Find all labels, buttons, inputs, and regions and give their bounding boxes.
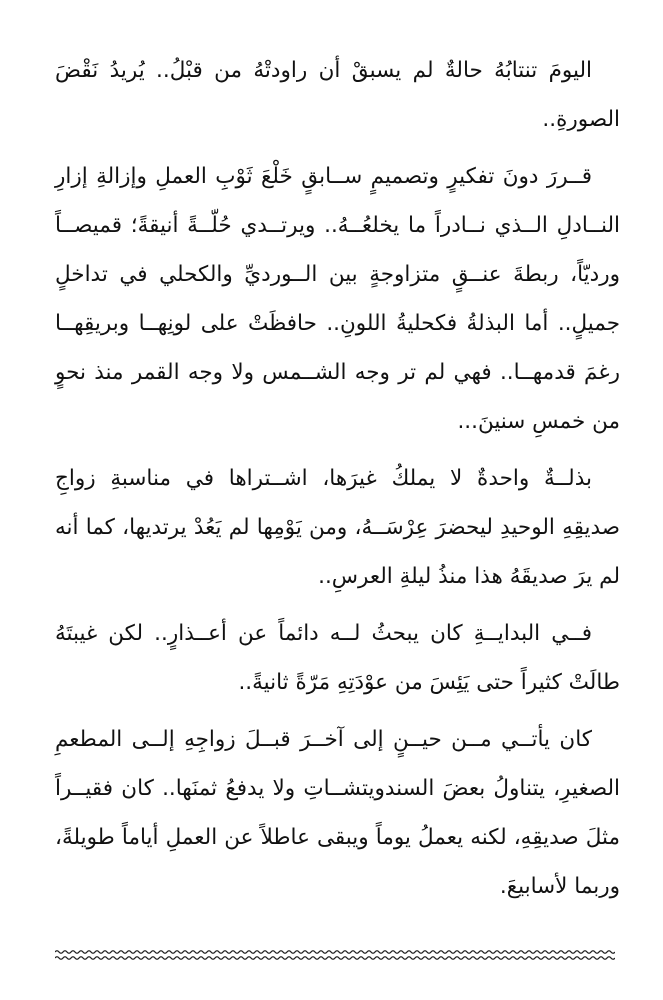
paragraph-1: اليومَ تنتابُهُ حالةٌ لم يسبقْ أن راودتْهُ من قبْلُ.. يُريدُ نَقْضَ الصورةِ..	[55, 58, 620, 132]
wavy-divider	[55, 948, 615, 962]
paragraph-3: بذلــةٌ واحدةٌ لا يملكُ غيرَها، اشــتراها في مناسبةِ زواجِ صديقِهِ الوحيدِ ليحضرَ عِرْسَــهُ، ومن يَوْمِها لم يَعُدْ يرتديها، كما أنه لم يرَ صديقَهُ هذا منذُ ليلةِ العرسِ..	[55, 466, 620, 589]
paragraph-2: قــررَ دونَ تفكيرٍ وتصميمٍ ســابقٍ خَلْعَ ثَوْبِ العملِ وإزالةِ إزارِ النــادلِ الــذي نــادراً ما يخلعُــهُ.. ويرتــدي حُلّــةً أنيقةً؛ قميصــاً ورديّاً، ربطةَ عنــقٍ متزاوجةٍ بين الــورديِّ والكحلي في تداخلٍ جميلٍ.. أما البذلةُ فكحليةُ اللونِ.. حافظَتْ على لونِهــا وبريقِهــا رغمَ قدمهــا.. فهي لم تر وجه الشــمس ولا وجه القمر منذ نحوٍ من خمسِ سنينَ...	[55, 164, 620, 434]
paragraph-4: فــي البدايــةِ كان يبحثُ لــه دائماً عن أعــذارٍ.. لكن غيبتَهُ طالَتْ كثيراً حتى يَئِسَ من عوْدَتِهِ مَرّةً ثانيةً..	[55, 621, 620, 695]
story-text	[55, 46, 620, 911]
paragraph-5: كان يأتــي مــن حيــنٍ إلى آخــرَ قبــلَ زواجِهِ إلــى المطعمِ الصغيرِ، يتناولُ بعضَ السندويتشــاتِ ولا يدفعُ ثمنَها.. كان فقيــراً مثلَ صديقِهِ، لكنه يعملُ يوماً ويبقى عاطلاً عن العملِ أياماً طويلةً، وربما لأسابيعَ.	[55, 727, 620, 899]
